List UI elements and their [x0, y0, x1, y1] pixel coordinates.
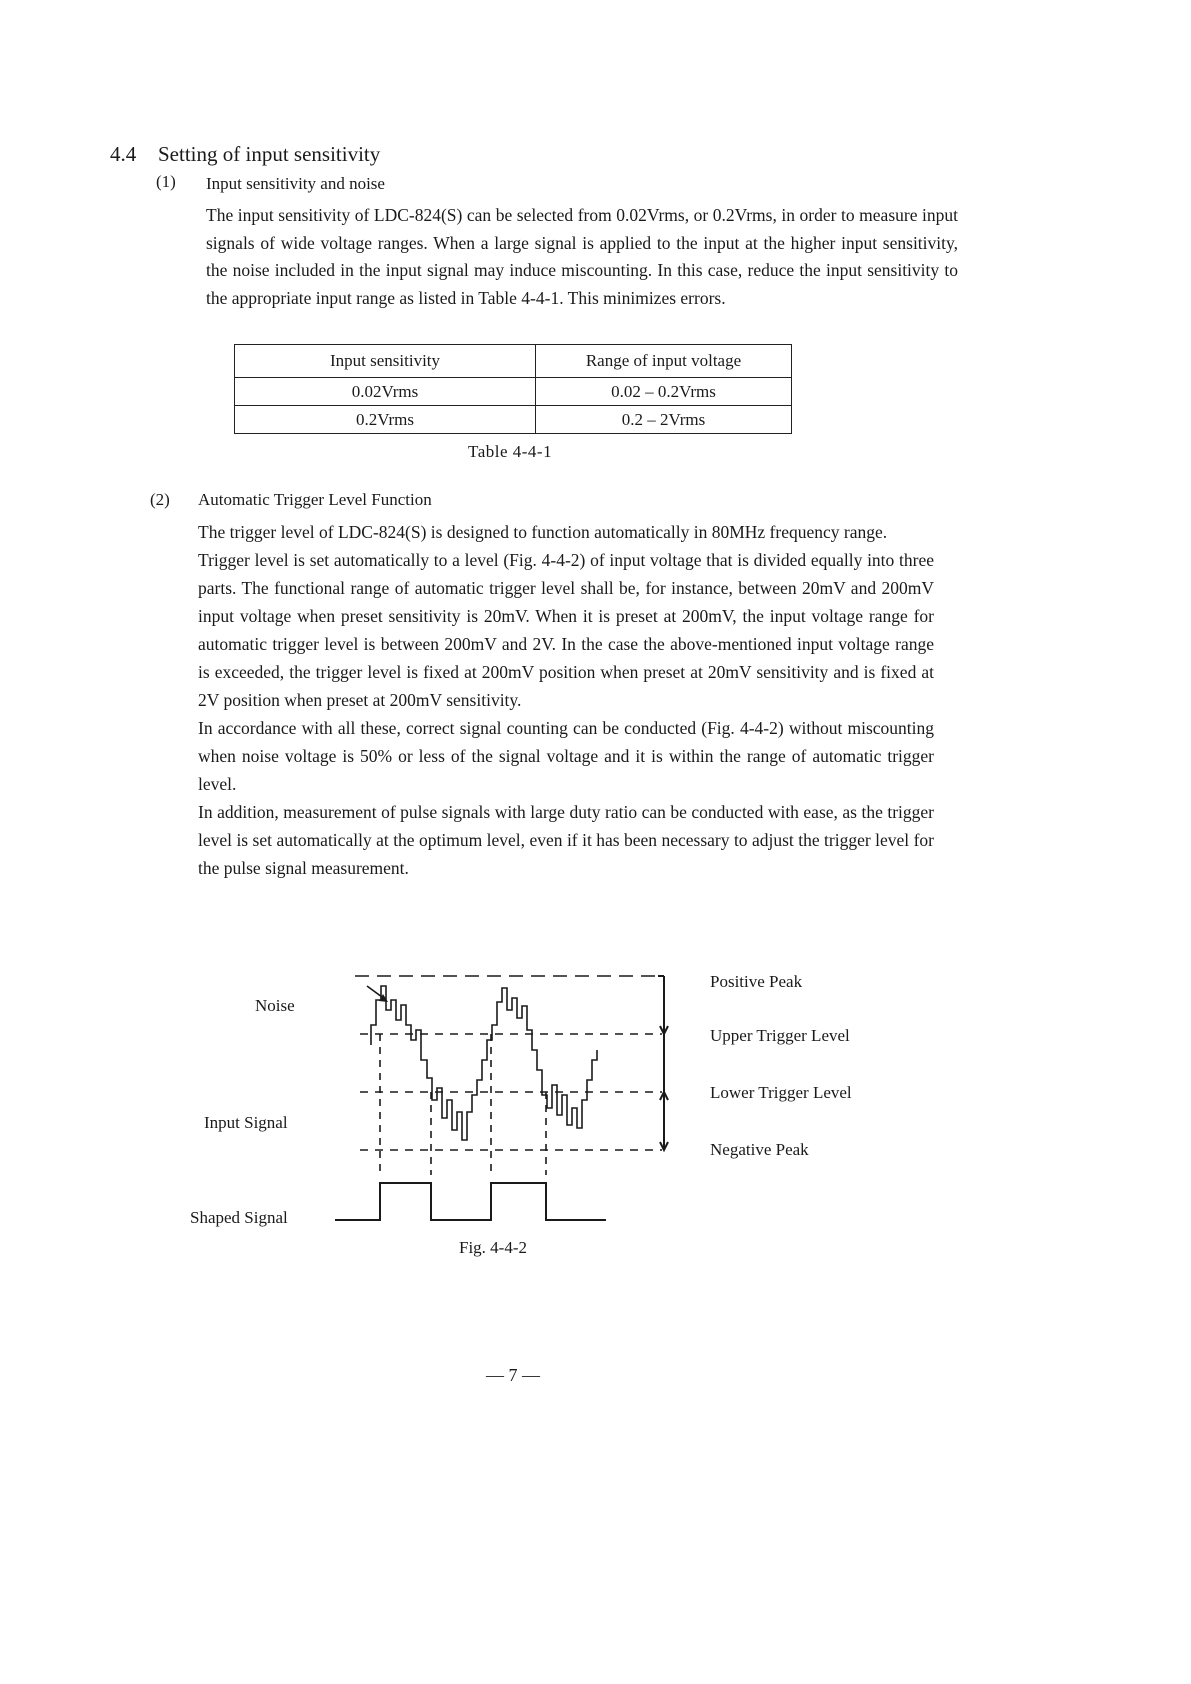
figure-label-positive-peak: Positive Peak	[710, 972, 803, 991]
table-cell: 0.02Vrms	[235, 378, 536, 406]
figure-label-lower-trigger: Lower Trigger Level	[710, 1083, 852, 1102]
input-signal-waveform	[371, 986, 597, 1140]
figure-label-noise: Noise	[255, 996, 295, 1015]
subsection-1-title: Input sensitivity and noise	[206, 174, 385, 193]
paragraph: Trigger level is set automatically to a level (Fig. 4-4-2) of input voltage that is divided equally into three parts. The functional range of automatic trigger level shall be, for instance, between 20mV and 200mV input voltage when preset sensitivity is 20mV. When it is preset at 200mV, the input voltage range for automatic trigger level is between 200mV and 2V. In the case the above-mentioned input voltage range is exceeded, the trigger level is fixed at 200mV position when preset at 20mV sensitivity and is fixed at 2V position when preset at 200mV sensitivity.	[198, 550, 934, 710]
figure-label-shaped-signal: Shaped Signal	[190, 1208, 288, 1227]
table-cell: 0.2Vrms	[235, 406, 536, 434]
figure-label-input-signal: Input Signal	[204, 1113, 288, 1132]
figure-label-upper-trigger: Upper Trigger Level	[710, 1026, 850, 1045]
subsection-2-title: Automatic Trigger Level Function	[198, 490, 432, 509]
section-title: Setting of input sensitivity	[158, 142, 381, 166]
subsection-2-number: (2)	[150, 490, 170, 509]
section-number: 4.4	[110, 142, 137, 166]
subsection-1-number: (1)	[156, 172, 176, 191]
table-cell: 0.02 – 0.2Vrms	[536, 378, 792, 406]
subsection-1-paragraph: The input sensitivity of LDC-824(S) can be selected from 0.02Vrms, or 0.2Vrms, in order to measure input signals of wide voltage ranges. When a large signal is applied to the input at the higher input sensitivity, the noise included in the input signal may induce miscounting. In this case, reduce the input sensitivity to the appropriate input range as listed in Table 4-4-1. This minimizes errors.	[206, 205, 958, 308]
paragraph: The trigger level of LDC-824(S) is designed to function automatically in 80MHz frequency range.	[198, 522, 888, 542]
figure-label-negative-peak: Negative Peak	[710, 1140, 809, 1159]
table-header-input-sensitivity: Input sensitivity	[235, 345, 536, 378]
table-header-range: Range of input voltage	[536, 345, 792, 378]
shaped-signal-waveform	[335, 1183, 606, 1220]
paragraph: In addition, measurement of pulse signals with large duty ratio can be conducted with ease, as the trigger level is set automatically at the optimum level, even if it has been necessary to adjust the trigger level for the pulse signal measurement.	[198, 802, 934, 878]
table-caption: Table 4-4-1	[468, 442, 553, 461]
paragraph: In accordance with all these, correct signal counting can be conducted (Fig. 4-4-2) without miscounting when noise voltage is 50% or less of the signal voltage and it is within the range of automatic trigger level.	[198, 718, 934, 794]
page-number: — 7 —	[486, 1365, 540, 1385]
figure-caption: Fig. 4-4-2	[459, 1238, 527, 1257]
table-cell: 0.2 – 2Vrms	[536, 406, 792, 434]
